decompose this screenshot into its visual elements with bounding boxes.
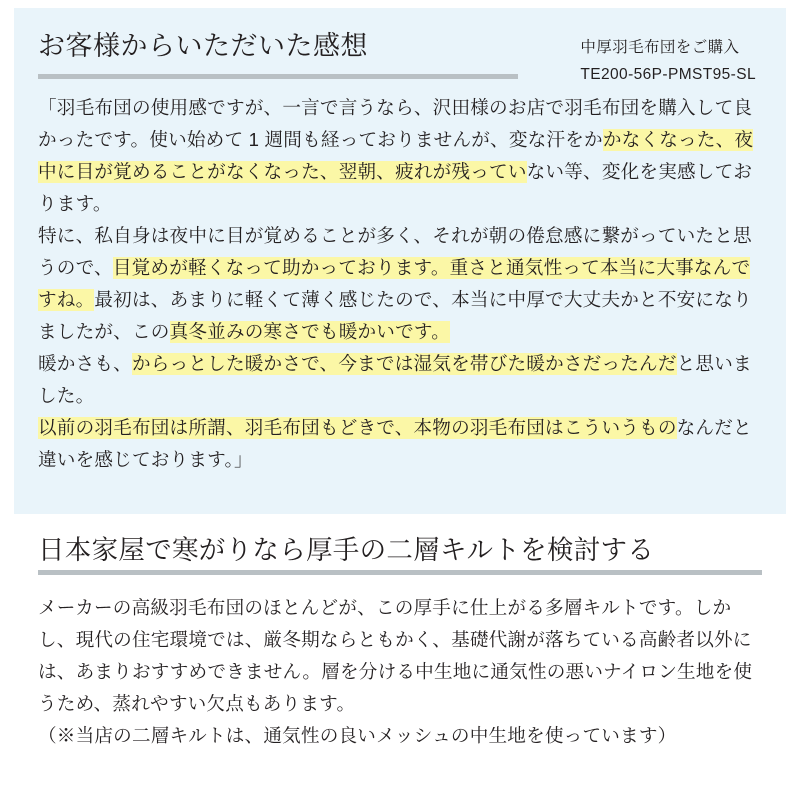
section-two: [14, 528, 786, 752]
para2-highlight-2: 真冬並みの寒さでも暖かいです。: [169, 320, 450, 342]
product-meta-line-2: TE200-56P-PMST95-SL: [580, 66, 756, 84]
section-two-header: [38, 528, 762, 586]
product-meta-line-1: 中厚羽毛布団をご購入: [580, 39, 740, 56]
testimonial-header: [38, 30, 762, 92]
para2-text-b: 最初は、あまりに軽くて薄く感じたので、本当に中厚で大丈夫かと不安になりましたが、この: [38, 288, 752, 342]
section-two-title: 日本家屋で寒がりなら厚手の二層キルトを検討する: [38, 535, 655, 565]
testimonial-title: お客様からいただいた感想: [38, 31, 368, 61]
section-two-paragraph-1: メーカーの高級羽毛布団のほとんどが、この厚手に仕上がる多層キルトです。しかし、現代の住宅環境では、厳冬期ならともかく、基礎代謝が落ちている高齢者以外には、あまりおすすめできません。層を分ける中生地に通気性の悪いナイロン生地を使うため、蒸れやすい欠点もあります。: [38, 597, 753, 714]
para1-highlight-1: かなくなった、夜中に目が覚めることがなくなった、翌朝、疲れが残ってい: [38, 128, 754, 182]
para3-highlight-1: からっとした暖かさで、今までは湿気を帯びた暖かさだったんだ: [131, 352, 677, 374]
para4-text-b: なんだと違いを感じております。」: [38, 416, 752, 470]
section-two-paragraph-2: （※当店の二層キルトは、通気性の良いメッシュの中生地を使っています）: [38, 724, 677, 746]
testimonial-paragraph-4: [38, 412, 762, 476]
para1-text-a: 「羽毛布団の使用感ですが、一言で言うなら、沢田様のお店で羽毛布団を購入して良かったです。使い始めて 1 週間も経っておりませんが、変な汗をか: [38, 97, 753, 150]
para2-highlight-1: 目覚めが軽くなって助かっております。重さと通気性って本当に大事なんですね。: [38, 256, 751, 310]
testimonial-paragraph-1: [38, 92, 762, 220]
testimonial-paragraph-2: [38, 220, 762, 348]
testimonial-paragraph-3: [38, 348, 762, 412]
para3-text-a: 暖かさも、: [38, 352, 132, 374]
section-two-body: [38, 586, 762, 752]
product-meta: [580, 34, 756, 88]
para3-text-b: と思いました。: [38, 352, 752, 406]
testimonial-body: [38, 92, 762, 476]
title-underline-rule: [38, 74, 518, 79]
testimonial-panel: [14, 8, 786, 514]
section-two-underline-rule: [38, 570, 762, 575]
para2-text-a: 特に、私自身は夜中に目が覚めることが多く、それが朝の倦怠感に繋がっていたと思うので、: [38, 224, 752, 278]
para4-highlight-1: 以前の羽毛布団は所謂、羽毛布団もどきで、本物の羽毛布団はこういうもの: [38, 416, 677, 438]
para1-text-b: ない等、変化を実感しております。: [38, 160, 753, 214]
